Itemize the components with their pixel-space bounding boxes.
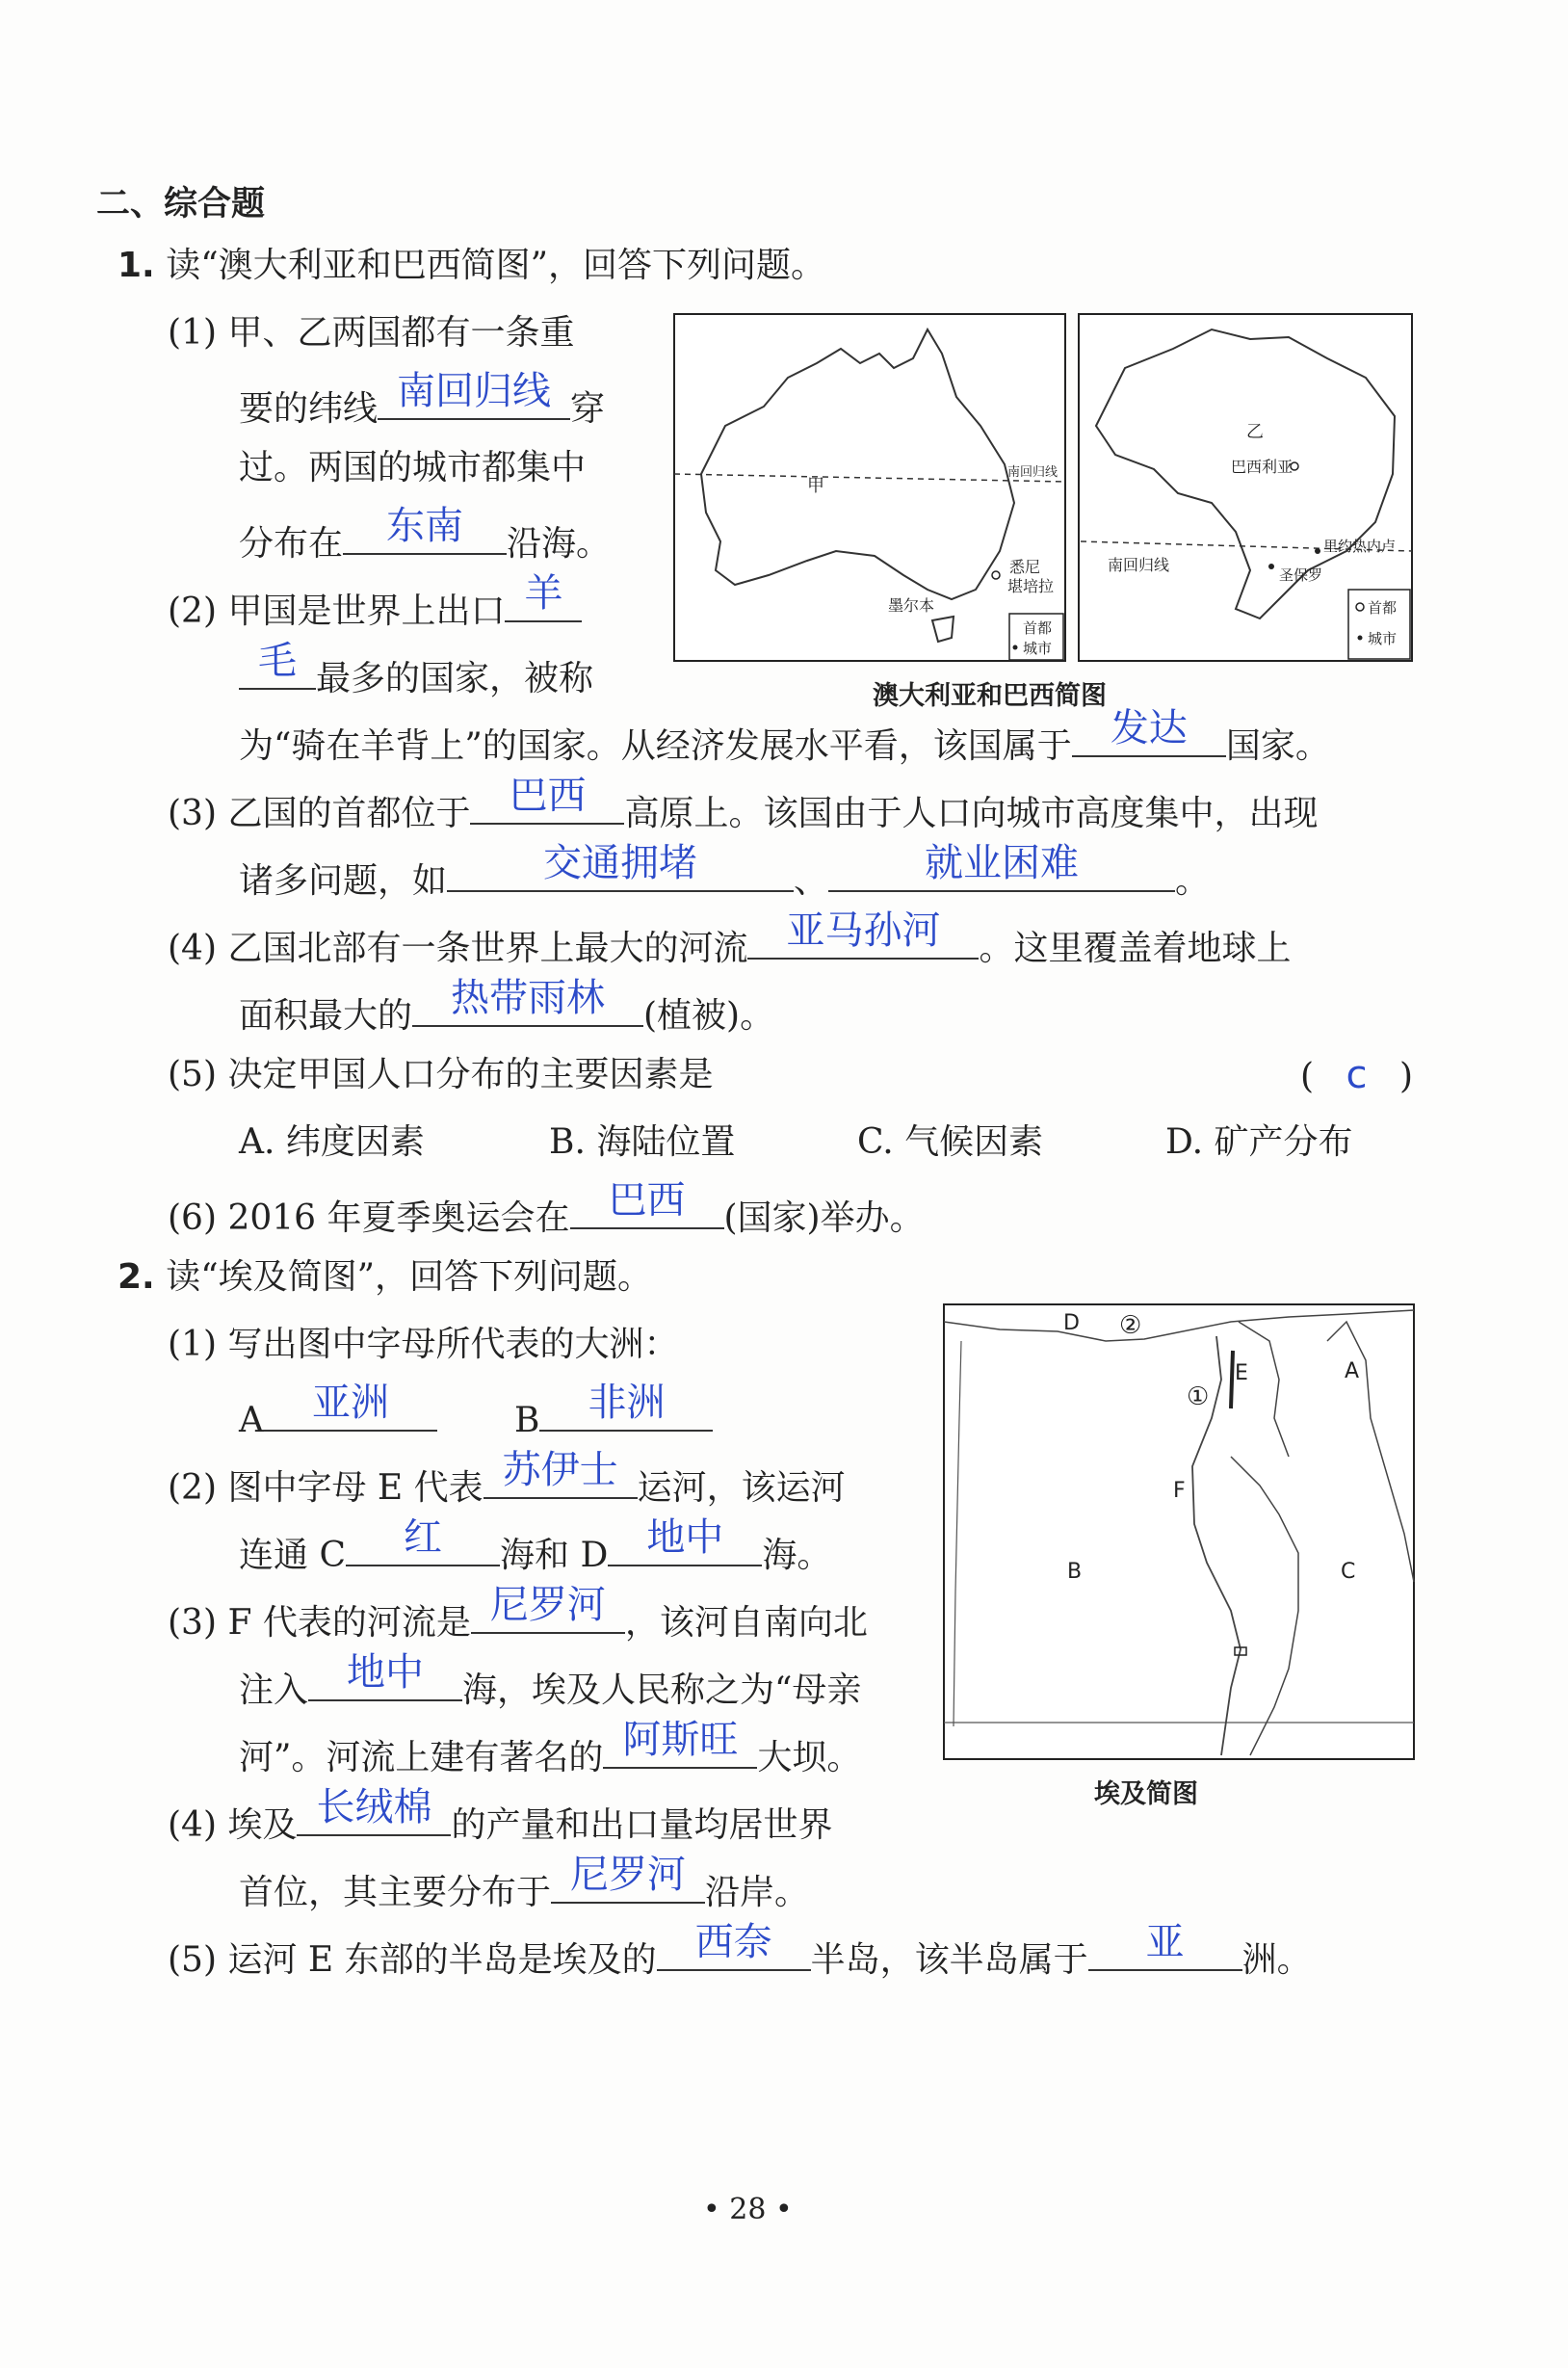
q1-p1-text: 甲、乙两国都有一条重 — [227, 313, 575, 353]
map-caption: 埃及简图 — [1094, 1779, 1198, 1809]
handwritten-answer: 东南 — [386, 504, 464, 548]
q2-p2-text-a: 图中字母 E 代表 — [227, 1468, 483, 1508]
q2-p1-line2 — [239, 1381, 713, 1442]
egypt-map — [942, 1302, 1418, 1765]
handwritten-answer: 长绒棉 — [316, 1785, 432, 1829]
q2-prompt-line — [118, 1256, 652, 1299]
handwritten-answer: 巴西 — [509, 774, 587, 818]
answer-blank[interactable] — [828, 841, 1175, 892]
option-b[interactable]: B. 海陆位置 — [549, 1122, 736, 1162]
city-dot-icon — [1358, 636, 1363, 641]
option-c[interactable]: C. 气候因素 — [857, 1122, 1044, 1162]
q1-p2-line2 — [239, 639, 594, 700]
q1-p1-text-b: 要的纬线 — [239, 389, 379, 429]
q1-p6-label: (6) — [168, 1198, 217, 1238]
answer-blank[interactable] — [308, 1650, 462, 1701]
q1-p4-text-d: (植被)。 — [643, 996, 775, 1036]
answer-blank[interactable] — [1072, 706, 1226, 757]
section-title: 二、综合题 — [96, 185, 266, 224]
answer-blank[interactable] — [378, 369, 570, 420]
handwritten-answer: 西奈 — [694, 1920, 772, 1964]
q2-p4-line1 — [168, 1785, 833, 1847]
q1-p6-text-b: (国家)举办。 — [723, 1198, 925, 1238]
q2-p4-text-d: 沿岸。 — [705, 1873, 810, 1912]
option-d[interactable]: D. 矿产分布 — [1165, 1122, 1353, 1162]
q1-p4-line1 — [168, 908, 1292, 970]
city-label: 堪培拉 — [1007, 577, 1055, 595]
q2-p1-text: 写出图中字母所代表的大洲： — [227, 1325, 679, 1364]
answer-blank[interactable] — [539, 1381, 713, 1432]
city-label: 悉尼 — [1009, 558, 1041, 576]
q1-p1-line2 — [239, 369, 606, 431]
answer-blank[interactable] — [412, 976, 643, 1027]
q1-p5-label: (5) — [168, 1055, 217, 1094]
q1-p4-text-a: 乙国北部有一条世界上最大的河流 — [227, 929, 748, 968]
paren-open: ( — [1300, 1057, 1315, 1096]
answer-blank[interactable] — [657, 1920, 811, 1971]
q2-p3-line3 — [239, 1718, 862, 1779]
city-dot-icon — [1013, 645, 1018, 650]
q2-p3-line1 — [168, 1583, 868, 1644]
handwritten-answer: 尼罗河 — [570, 1853, 687, 1897]
answer-blank[interactable] — [570, 1178, 724, 1229]
q2-p4-text-a: 埃及 — [227, 1805, 298, 1845]
q2-p2-text-e: 海。 — [762, 1536, 832, 1575]
handwritten-answer: 地中 — [646, 1515, 724, 1560]
q1-p3-text-a: 乙国的首都位于 — [227, 794, 471, 833]
answer-blank[interactable] — [551, 1853, 705, 1904]
q1-p3-text-e: 。 — [1175, 861, 1211, 901]
q1-p6-text-a: 2016 年夏季奥运会在 — [227, 1198, 570, 1238]
handwritten-answer: 毛 — [258, 639, 297, 683]
q2-p2-line1 — [168, 1448, 846, 1510]
q1-p3-line1 — [168, 774, 1319, 835]
answer-blank[interactable] — [505, 571, 582, 622]
handwritten-answer: 苏伊士 — [502, 1448, 618, 1492]
handwritten-answer: 亚洲 — [312, 1381, 389, 1425]
q1-p3-text-c: 诸多问题，如 — [239, 861, 448, 901]
answer-blank[interactable] — [608, 1515, 762, 1566]
q1-p1-line1 — [168, 312, 574, 355]
handwritten-answer: 交通拥堵 — [543, 841, 698, 885]
q1-p6-line1 — [168, 1178, 925, 1240]
country-label: 甲 — [807, 476, 824, 496]
q2-p3-text-b: ，该河自南向北 — [624, 1603, 868, 1643]
q2-p2-label: (2) — [168, 1468, 217, 1508]
answer-blank[interactable] — [603, 1718, 757, 1769]
capital-label: 巴西利亚 — [1231, 458, 1294, 476]
answer-bracket[interactable] — [1300, 1054, 1413, 1098]
q1-p1-line4 — [239, 504, 612, 566]
handwritten-answer: 就业困难 — [925, 841, 1080, 885]
map-marker-2: ② — [1119, 1311, 1142, 1340]
answer-blank[interactable] — [239, 639, 316, 690]
handwritten-answer: 羊 — [524, 571, 563, 616]
legend-city: 城市 — [1023, 640, 1053, 657]
label-a: A — [239, 1401, 264, 1440]
map-letter-d: D — [1063, 1311, 1080, 1335]
option-a[interactable]: A. 纬度因素 — [239, 1122, 425, 1162]
answer-blank[interactable] — [343, 504, 507, 555]
handwritten-answer: c — [1346, 1053, 1368, 1097]
handwritten-answer: 亚 — [1145, 1920, 1185, 1964]
q1-p2-text-b: 最多的国家，被称 — [316, 659, 594, 698]
q1-p5-text: 决定甲国人口分布的主要因素是 — [227, 1055, 714, 1094]
australia-brazil-map — [672, 310, 1414, 715]
q2-number: 2. — [118, 1257, 155, 1297]
q2-p3-label: (3) — [168, 1603, 217, 1643]
q1-p3-label: (3) — [168, 794, 217, 833]
city-label: 里约热内卢 — [1323, 538, 1397, 555]
q2-p3-line2 — [239, 1650, 862, 1712]
map-letter-b: B — [1067, 1560, 1083, 1584]
legend-city: 城市 — [1368, 630, 1398, 647]
city-marker — [1315, 548, 1320, 554]
q1-p3-text-b: 高原上。该国由于人口向城市高度集中，出现 — [624, 794, 1319, 833]
handwritten-answer: 地中 — [347, 1650, 425, 1695]
q1-p3-line2 — [239, 841, 1211, 903]
q1-p5-line1 — [168, 1054, 713, 1096]
answer-blank[interactable] — [747, 908, 979, 960]
suez-canal — [1231, 1351, 1233, 1408]
handwritten-answer: 阿斯旺 — [622, 1718, 739, 1762]
q1-p4-line2 — [239, 976, 775, 1038]
q1-prompt: 读“澳大利亚和巴西简图”，回答下列问题。 — [166, 246, 825, 285]
answer-blank[interactable] — [264, 1381, 437, 1432]
q2-p3-text-f: 大坝。 — [757, 1738, 862, 1777]
q1-p3-text-d: 、 — [794, 861, 829, 901]
tropic-label: 南回归线 — [1108, 556, 1170, 574]
answer-blank[interactable] — [297, 1785, 451, 1836]
q2-p1-label: (1) — [168, 1325, 217, 1364]
q2-p5-text-b: 半岛，该半岛属于 — [810, 1940, 1088, 1980]
city-label: 圣保罗 — [1279, 566, 1323, 584]
map-letter-e: E — [1235, 1361, 1248, 1385]
q1-p1-line3: 过。两国的城市都集中 — [239, 448, 587, 487]
answer-blank[interactable] — [1088, 1920, 1242, 1971]
q1-p2-text-c: 为“骑在羊背上”的国家。从经济发展水平看，该国属于 — [239, 726, 1072, 766]
answer-blank[interactable] — [483, 1448, 638, 1499]
legend-capital: 首都 — [1368, 599, 1398, 617]
city-label: 墨尔本 — [888, 596, 935, 615]
q1-p4-label: (4) — [168, 929, 217, 968]
q2-prompt: 读“埃及简图”，回答下列问题。 — [166, 1257, 652, 1297]
handwritten-answer: 亚马孙河 — [786, 908, 941, 953]
q2-p3-text-c: 注入 — [239, 1671, 309, 1710]
q1-p1-text-e: 分布在 — [239, 524, 344, 564]
q2-p5-label: (5) — [168, 1940, 217, 1980]
q2-p3-text-a: F 代表的河流是 — [227, 1603, 471, 1643]
q2-p2-text-c: 连通 C — [239, 1536, 346, 1575]
handwritten-answer: 巴西 — [608, 1178, 686, 1223]
q1-p2-line1 — [168, 571, 582, 633]
answer-blank[interactable] — [447, 841, 794, 892]
map-letter-c: C — [1341, 1560, 1356, 1584]
country-label: 乙 — [1246, 422, 1264, 442]
map-marker-1: ① — [1187, 1382, 1210, 1411]
q2-p2-text-b: 运河，该运河 — [637, 1468, 846, 1508]
q1-p2-text-d: 国家。 — [1225, 726, 1330, 766]
q1-p1-text-c: 穿 — [570, 389, 606, 429]
q1-p1-label: (1) — [168, 313, 217, 353]
q1-p4-text-b: 。这里覆盖着地球上 — [979, 929, 1292, 968]
map-letter-a: A — [1345, 1359, 1360, 1383]
label-b: B — [514, 1401, 540, 1440]
handwritten-answer: 发达 — [1110, 706, 1188, 750]
q2-p5-line1 — [168, 1920, 1312, 1982]
handwritten-answer: 南回归线 — [397, 369, 552, 413]
handwritten-answer: 非洲 — [588, 1381, 666, 1425]
q2-p4-text-c: 首位，其主要分布于 — [239, 1873, 552, 1912]
q2-p5-text-a: 运河 E 东部的半岛是埃及的 — [227, 1940, 657, 1980]
q1-p2-text-a: 甲国是世界上出口 — [227, 592, 506, 631]
q2-p4-line2 — [239, 1853, 810, 1914]
q2-p2-text-d: 海和 D — [500, 1536, 609, 1575]
q2-p1-line1 — [168, 1324, 678, 1366]
q1-p1-text-f: 沿海。 — [507, 524, 612, 564]
q1-number: 1. — [118, 246, 155, 285]
q1-prompt-line — [118, 245, 825, 287]
q1-p4-text-c: 面积最大的 — [239, 996, 413, 1036]
q2-p4-label: (4) — [168, 1805, 217, 1845]
paren-close: ) — [1398, 1057, 1413, 1096]
tropic-label: 南回归线 — [1007, 465, 1058, 480]
q2-p3-text-d: 海，埃及人民称之为“母亲 — [462, 1671, 862, 1710]
answer-blank[interactable] — [470, 774, 624, 825]
page-number: • 28 • — [703, 2193, 793, 2226]
answer-blank[interactable] — [346, 1515, 500, 1566]
q1-p2-line3 — [239, 706, 1330, 768]
q2-p5-text-c: 洲。 — [1241, 1940, 1312, 1980]
australia-map-frame — [674, 314, 1065, 661]
legend-capital: 首都 — [1023, 619, 1053, 637]
egypt-map-frame — [944, 1304, 1414, 1759]
map-letter-f: F — [1173, 1479, 1186, 1503]
handwritten-answer: 尼罗河 — [489, 1583, 606, 1627]
answer-blank[interactable] — [471, 1583, 625, 1634]
handwritten-answer: 红 — [404, 1515, 442, 1560]
q2-p2-line2 — [239, 1515, 832, 1577]
city-marker — [1268, 564, 1274, 569]
handwritten-answer: 热带雨林 — [451, 976, 606, 1020]
q1-p2-label: (2) — [168, 592, 217, 631]
q2-p4-text-b: 的产量和出口量均居世界 — [451, 1805, 833, 1845]
q2-p3-text-e: 河”。河流上建有著名的 — [239, 1738, 604, 1777]
map-caption: 澳大利亚和巴西简图 — [873, 681, 1107, 711]
